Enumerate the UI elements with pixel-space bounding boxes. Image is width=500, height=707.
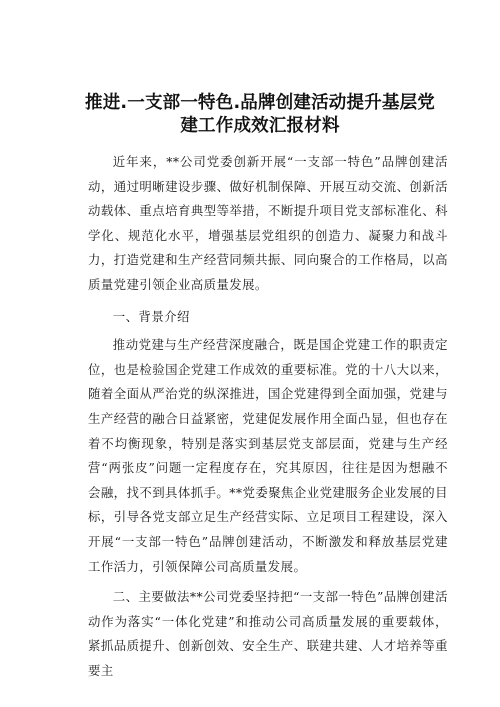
- background-paragraph: 推动党建与生产经营深度融合，既是国企党建工作的职责定位，也是检验国企党建工作成效的重要标准。党的十八大以来，随着全面从严治党的纵深推进，国企党建得到全面加强，党建与生产经营的融合日益紧密，党建促发展作用全面凸显，但也存在着不均衡现象，特别是落实到基层党支部层面，党建与生产经营“两张皮”问题一定程度存在，究其原因，往往是因为想融不会融，找不到具体抓手。**党委聚焦企业党建服务企业发展的目标，引导各党支部立足生产经营实际、立足项目工程建设，深入开展“一支部一特色”品牌创建活动，不断激发和释放基层党建工作活力，引领保障公司高质量发展。: [88, 337, 448, 574]
- main-practices-paragraph: 二、主要做法**公司党委坚持把“一支部一特色”品牌创建活动作为落实“一体化党建”和推动公司高质量发展的重要载体，紧抓品质提升、创新创效、安全生产、联建共建、人才培养等重要主: [88, 589, 448, 678]
- document-title: [72, 92, 448, 138]
- title-line-1: 推进.一支部一特色.品牌创建活动提升基层党: [85, 93, 435, 113]
- section-heading-background: 一、背景介绍: [112, 308, 190, 324]
- intro-paragraph: 近年来，**公司党委创新开展“一支部一特色”品牌创建活动，通过明晰建设步骤、做好机制保障、开展互动交流、创新活动载体、重点培育典型等举措，不断提升项目党支部标准化、科学化、规范化水平，增强基层党组织的创造力、凝聚力和战斗力，打造党建和生产经营同频共振、同向聚合的工作格局，以高质量党建引领企业高质量发展。: [88, 154, 448, 292]
- title-line-2: 建工作成效汇报材料: [180, 116, 340, 136]
